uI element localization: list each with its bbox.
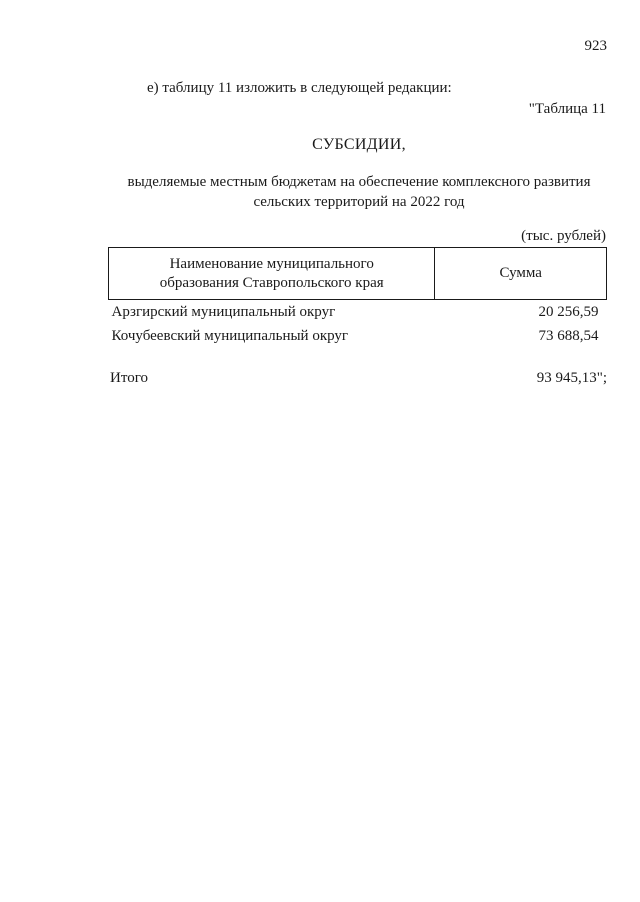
table-row bbox=[109, 324, 607, 348]
row-sum: 20 256,59 bbox=[538, 304, 599, 320]
unit-label: (тыс. рублей) bbox=[521, 228, 606, 244]
header-municipality bbox=[109, 248, 435, 300]
header-municipality-line1: Наименование муниципального bbox=[169, 255, 374, 272]
table-header-row bbox=[109, 248, 607, 300]
document-subtitle: выделяемые местным бюджетам на обеспечение комплексного развития сельских территорий на 2022 год bbox=[127, 174, 591, 210]
page-number: 923 bbox=[584, 38, 607, 54]
table-row bbox=[109, 300, 607, 325]
row-municipality-name: Кочубеевский муниципальный округ bbox=[111, 328, 349, 344]
table-label: "Таблица 11 bbox=[528, 101, 606, 117]
header-sum: Сумма bbox=[435, 248, 607, 300]
total-value: 93 945,13"; bbox=[536, 370, 607, 386]
document-title: СУБСИДИИ, bbox=[312, 136, 406, 153]
intro-text: е) таблицу 11 изложить в следующей редакции: bbox=[147, 80, 452, 96]
row-sum: 73 688,54 bbox=[538, 328, 599, 344]
row-municipality-name: Арзгирский муниципальный округ bbox=[111, 304, 336, 320]
header-municipality-line2: образования Ставропольского края bbox=[159, 274, 384, 291]
subsidy-table bbox=[108, 247, 607, 348]
total-label: Итого bbox=[110, 370, 148, 386]
